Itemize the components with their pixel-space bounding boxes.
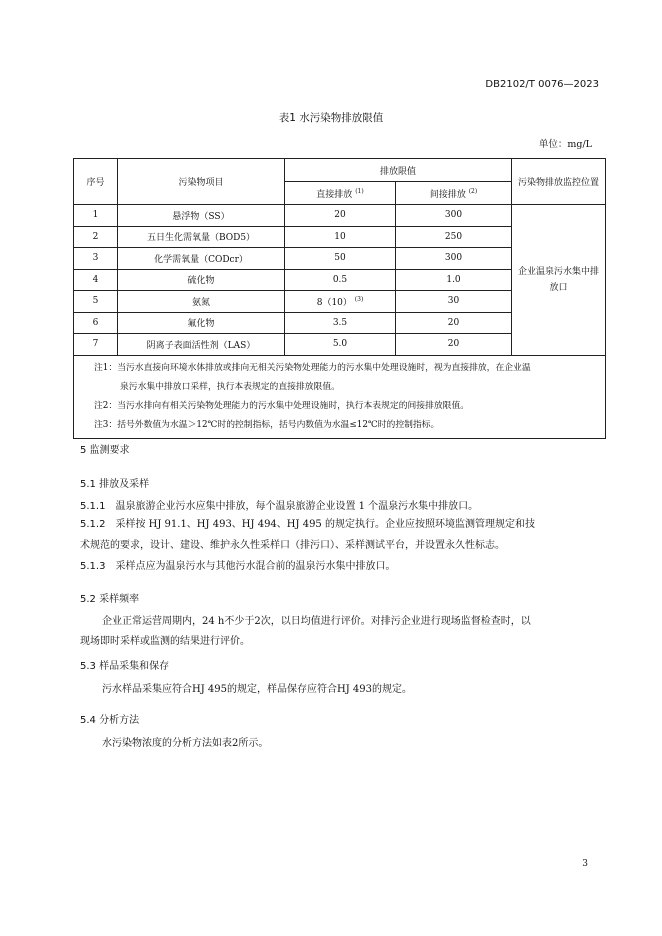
- section-5-3-text: 污水样品采集应符合HJ 495的规定，样品保存应符合HJ 493的规定。: [102, 684, 412, 695]
- header-limit: 排放限值: [285, 159, 512, 182]
- table-row: [74, 205, 606, 227]
- cell-seq: 6: [74, 312, 118, 334]
- emission-limits-table: [73, 158, 606, 439]
- cell-item: 氨氮: [118, 291, 285, 313]
- note-3: 注3：括号外数值为水温＞12℃时的控制指标，括号内数值为水温≤12℃时的控制指标。: [94, 419, 440, 430]
- header-item: 污染物项目: [118, 159, 285, 205]
- section-5-2-text: 企业正常运营周期内，24 h不少于2次，以日均值进行评价。对排污企业进行现场监督检查时，以: [102, 616, 531, 627]
- cell-indirect: 30: [396, 291, 512, 313]
- cell-seq: 7: [74, 334, 118, 356]
- section-5-4-text: 水污染物浓度的分析方法如表2所示。: [102, 738, 269, 749]
- footnote-mark: (2): [468, 187, 478, 195]
- cell-item: 化学需氧量（CODcr）: [118, 248, 285, 270]
- cell-direct: 50: [285, 248, 396, 270]
- cell-seq: 2: [74, 226, 118, 248]
- footnote-mark: (1): [355, 187, 364, 195]
- section-5-1-heading: 5.1 排放及采样: [80, 479, 150, 490]
- section-5-3-heading: 5.3 样品采集和保存: [80, 661, 170, 672]
- cell-indirect: 20: [396, 334, 512, 356]
- cell-indirect: 20: [396, 312, 512, 334]
- cell-direct: 3.5: [285, 312, 396, 334]
- cell-item: 氟化物: [118, 312, 285, 334]
- note-1: 注1：当污水直接向环境水体排放或排向无相关污染物处理能力的污水集中处理设施时，视为直接排放，在企业温: [94, 362, 531, 373]
- cell-direct: 20: [285, 205, 396, 227]
- page-number: 3: [582, 859, 588, 869]
- clause-5-1-3: 5.1.3 采样点应为温泉污水与其他污水混合前的温泉污水集中排放口。: [80, 561, 396, 572]
- section-5-2-text-continued: 现场即时采样或监测的结果进行评价。: [80, 636, 250, 647]
- cell-item: 阴离子表面活性剂（LAS）: [118, 334, 285, 356]
- header-location: 污染物排放监控位置: [512, 159, 606, 205]
- cell-direct: 8（10） $^{(3)}$: [285, 291, 396, 313]
- cell-item: 五日生化需氧量（BOD5）: [118, 226, 285, 248]
- cell-indirect: 300: [396, 248, 512, 270]
- cell-indirect: 1.0: [396, 269, 512, 291]
- table-notes: [74, 355, 606, 438]
- cell-seq: 5: [74, 291, 118, 313]
- header-direct: 直接排放 $^{(1)}$: [285, 182, 396, 205]
- clause-5-1-1: 5.1.1 温泉旅游企业污水应集中排放，每个温泉旅游企业设置 1 个温泉污水集中排放口。: [80, 501, 479, 512]
- cell-location: 企业温泉污水集中排放口: [512, 205, 606, 356]
- cell-seq: 1: [74, 205, 118, 227]
- standard-code: DB2102/T 0076—2023: [485, 79, 599, 90]
- footnote-mark: (3): [354, 295, 364, 303]
- section-5-2-heading: 5.2 采样频率: [80, 594, 140, 605]
- cell-direct: 5.0: [285, 334, 396, 356]
- cell-indirect: 300: [396, 205, 512, 227]
- table-title: 表1 水污染物排放限值: [278, 112, 384, 124]
- header-seq: 序号: [74, 159, 118, 205]
- header-indirect: 间接排放 $^{(2)}$: [396, 182, 512, 205]
- section-5-heading: 5 监测要求: [80, 445, 130, 456]
- cell-seq: 4: [74, 269, 118, 291]
- section-5-4-heading: 5.4 分析方法: [80, 715, 140, 726]
- cell-direct: 10: [285, 226, 396, 248]
- note-1-continued: 泉污水集中排放口采样，执行本表规定的直接排放限值。: [120, 381, 340, 392]
- clause-5-1-2: 5.1.2 采样按 HJ 91.1、HJ 493、HJ 494、HJ 495 的规定执行。企业应按照环境监测管理规定和技: [80, 519, 535, 530]
- table-unit: 单位：mg/L: [538, 139, 592, 150]
- cell-item: 硫化物: [118, 269, 285, 291]
- cell-indirect: 250: [396, 226, 512, 248]
- cell-seq: 3: [74, 248, 118, 270]
- note-2: 注2：当污水排向有相关污染物处理能力的污水集中处理设施时，执行本表规定的间接排放限值。: [94, 400, 470, 411]
- cell-direct: 0.5: [285, 269, 396, 291]
- cell-item: 悬浮物（SS）: [118, 205, 285, 227]
- clause-5-1-2-continued: 术规范的要求，设计、建设、维护永久性采样口（排污口）、采样测试平台，并设置永久性标志。: [80, 540, 505, 551]
